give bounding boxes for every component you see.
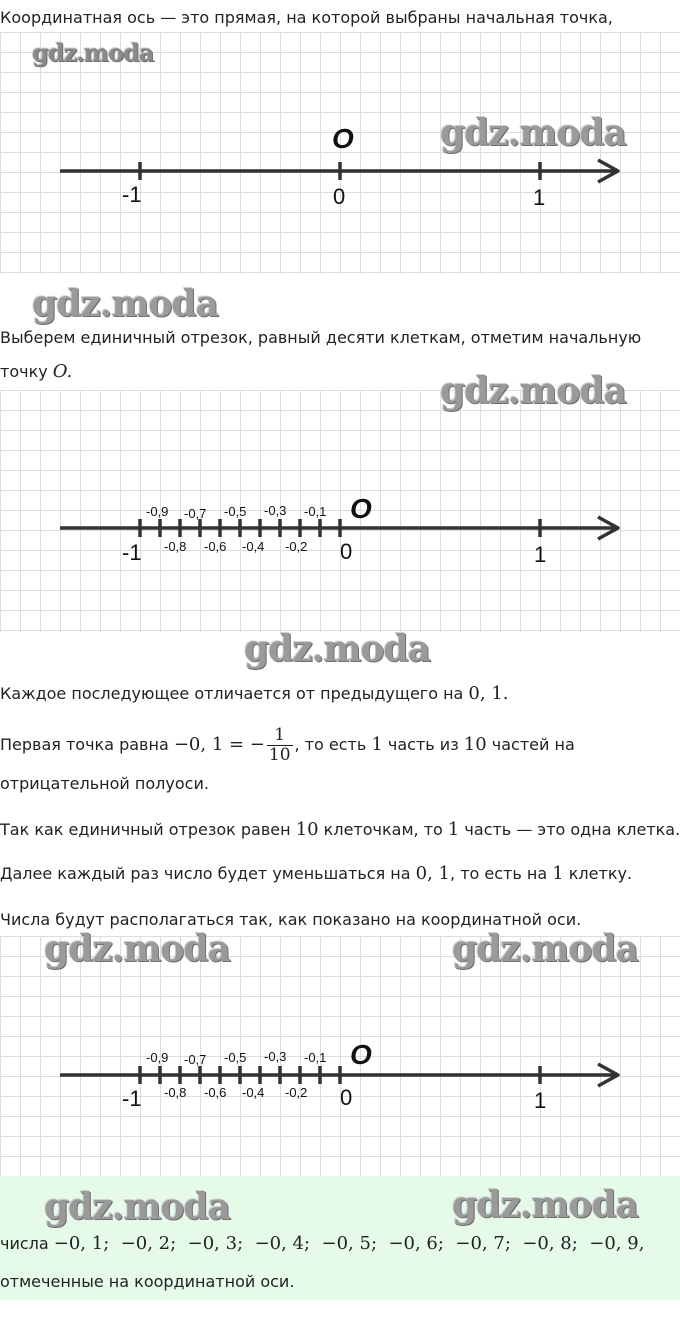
paragraph-first-point-line2: отрицательной полуоси. <box>0 774 209 793</box>
tick-label-1: 1 <box>534 542 547 567</box>
text: , то есть на <box>450 864 553 883</box>
paragraph-placement: Числа будут располагаться так, как показано на координатной оси. <box>0 910 582 929</box>
tick-label-0: 0 <box>340 1085 353 1110</box>
text: частей на <box>486 735 575 754</box>
watermark: gdz.moda <box>452 928 638 970</box>
text: клеточкам, то <box>318 820 448 839</box>
text: Так как единичный отрезок равен <box>0 820 296 839</box>
tick-label: -0,7 <box>184 1052 207 1067</box>
fraction-numerator: 1 <box>267 726 293 746</box>
watermark: gdz.moda <box>32 38 154 67</box>
tick-label: -0,2 <box>285 539 308 554</box>
answer-line <box>0 1234 644 1254</box>
tick-label: -0,3 <box>264 1049 287 1064</box>
math: 10 <box>463 734 487 755</box>
tick-label: -0,4 <box>242 539 265 554</box>
watermark: gdz.moda <box>440 370 626 412</box>
text: Далее каждый раз число будет уменьшаться на <box>0 864 416 883</box>
tick-label-1: 1 <box>533 185 546 210</box>
tick-label: -0,7 <box>184 506 207 521</box>
origin-label: O <box>350 1039 372 1070</box>
tick-label: -0,9 <box>146 504 169 519</box>
answer-line2: отмеченные на координатной оси. <box>0 1272 295 1291</box>
tick-label-minus-1: -1 <box>122 182 142 207</box>
text: клетку. <box>563 864 633 883</box>
math: 10 <box>295 819 319 840</box>
origin-label: O <box>332 123 354 154</box>
math: O. <box>52 361 73 382</box>
tick-label-minus-1: -1 <box>122 1086 142 1111</box>
intro-paragraph: Координатная ось — это прямая, на которой выбраны начальная точка, <box>0 8 613 27</box>
watermark: gdz.moda <box>452 1184 638 1226</box>
tick-label: -0,6 <box>204 539 227 554</box>
text: точку <box>0 362 53 381</box>
math: 0, 1. <box>468 683 509 704</box>
math: 0, 1 <box>415 863 451 884</box>
tick-label: -0,6 <box>204 1085 227 1100</box>
fraction-denominator: 10 <box>268 745 291 765</box>
tick-label: -0,1 <box>304 1050 327 1065</box>
watermark: gdz.moda <box>44 928 230 970</box>
watermark: gdz.moda <box>244 628 430 670</box>
tick-label: -0,1 <box>304 504 327 519</box>
math: 1 <box>371 734 383 755</box>
tick-label-minus-1: -1 <box>122 540 142 565</box>
text: часть — это одна клетка. <box>459 820 680 839</box>
tick-label: -0,5 <box>224 1050 247 1065</box>
watermark: gdz.moda <box>44 1186 230 1228</box>
tick-label: -0,4 <box>242 1085 265 1100</box>
text: , то есть <box>294 735 372 754</box>
tick-label: -0,3 <box>264 503 287 518</box>
tick-label: -0,8 <box>164 1085 187 1100</box>
answer-numbers: −0, 1; −0, 2; −0, 3; −0, 4; −0, 5; −0, 6; −0, 7; −0, 8; −0, 9, <box>53 1233 645 1254</box>
math: 1 <box>447 819 460 840</box>
text: Первая точка равна <box>0 735 174 754</box>
tick-label-0: 0 <box>340 539 353 564</box>
text: часть из <box>382 735 464 754</box>
text: Каждое последующее отличается от предыдущего на <box>0 684 469 703</box>
math: −0, 1 = − <box>173 734 265 755</box>
text: числа <box>0 1234 54 1253</box>
watermark: gdz.moda <box>32 283 218 325</box>
tick-label: -0,8 <box>164 539 187 554</box>
origin-label: O <box>350 493 372 524</box>
watermark: gdz.moda <box>440 112 626 154</box>
math: 1 <box>552 863 564 884</box>
tick-label: -0,9 <box>146 1050 169 1065</box>
tick-label: -0,2 <box>285 1085 308 1100</box>
tick-label: -0,5 <box>224 504 247 519</box>
paragraph-unit-segment: Выберем единичный отрезок, равный десяти клеткам, отметим начальную <box>0 328 642 347</box>
tick-label-0: 0 <box>333 184 346 209</box>
tick-label-1: 1 <box>534 1088 547 1113</box>
